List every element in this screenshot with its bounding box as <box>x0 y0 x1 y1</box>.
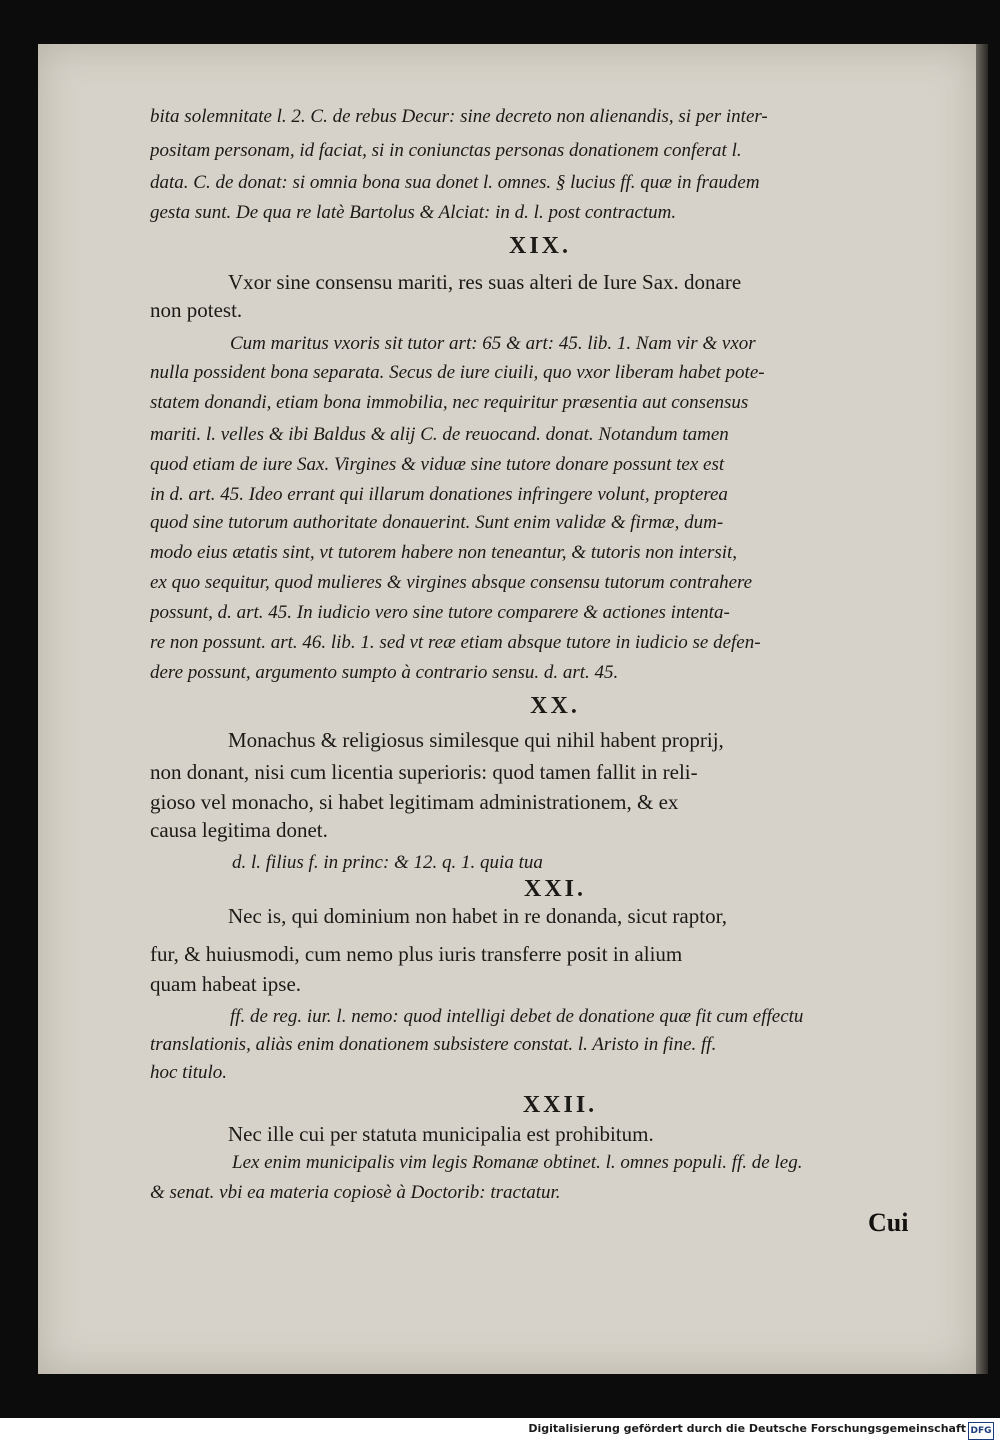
text-line: Lex enim municipalis vim legis Romanæ obtinet. l. omnes populi. ff. de leg. <box>232 1152 803 1173</box>
section-heading: XIX. <box>508 233 571 259</box>
text-line: statem donandi, etiam bona immobilia, nec requiritur præsentia aut consensus <box>150 392 749 413</box>
text-line: non donant, nisi cum licentia superioris: quod tamen fallit in reli- <box>150 760 698 784</box>
page-edge <box>976 44 988 1374</box>
catchword: Cui <box>868 1208 909 1237</box>
text-line: & senat. vbi ea materia copiosè à Doctorib: tractatur. <box>150 1182 561 1203</box>
text-line: possunt, d. art. 45. In iudicio vero sine tutore comparere & actiones intenta- <box>150 602 730 623</box>
text-line: d. l. filius f. in princ: & 12. q. 1. quia tua <box>232 852 543 873</box>
funding-note: Digitalisierung gefördert durch die Deutsche Forschungsgemeinschaft <box>528 1422 966 1435</box>
text-line: quod etiam de iure Sax. Virgines & viduæ sine tutore donare possunt tex est <box>150 454 725 475</box>
text-line: Nec ille cui per statuta municipalia est prohibitum. <box>228 1122 654 1146</box>
section-heading: XXII. <box>522 1092 598 1118</box>
text-line: Cum maritus vxoris sit tutor art: 65 & art: 45. lib. 1. Nam vir & vxor <box>230 333 756 354</box>
text-line: fur, & huiusmodi, cum nemo plus iuris transferre posit in alium <box>150 942 683 966</box>
text-line: nulla possident bona separata. Secus de iure ciuili, quo vxor liberam habet pote- <box>150 362 765 383</box>
text-line: quam habeat ipse. <box>150 972 302 996</box>
text-line: non potest. <box>150 298 243 322</box>
text-line: Vxor sine consensu mariti, res suas alteri de Iure Sax. donare <box>228 270 742 294</box>
text-line: ex quo sequitur, quod mulieres & virgines absque consensu tutorum contrahere <box>150 572 753 593</box>
text-line: in d. art. 45. Ideo errant qui illarum donationes infringere volunt, propterea <box>150 484 728 505</box>
text-line: bita solemnitate l. 2. C. de rebus Decur: sine decreto non alienandis, si per inter- <box>150 106 768 127</box>
text-line: ff. de reg. iur. l. nemo: quod intelligi debet de donatione quæ fit cum effectu <box>230 1006 804 1027</box>
text-line: gioso vel monacho, si habet legitimam administrationem, & ex <box>150 790 679 814</box>
text-line: Nec is, qui dominium non habet in re donanda, sicut raptor, <box>228 904 727 928</box>
text-line: data. C. de donat: si omnia bona sua donet l. omnes. § lucius ff. quæ in fraudem <box>150 172 760 193</box>
text-line: causa legitima donet. <box>150 818 328 842</box>
text-line: positam personam, id faciat, si in coniunctas personas donationem conferat l. <box>150 140 742 161</box>
text-line: mariti. l. velles & ibi Baldus & alij C. de reuocand. donat. Notandum tamen <box>150 424 729 445</box>
section-heading: XXI. <box>523 876 586 902</box>
text-line: Monachus & religiosus similesque qui nihil habent proprij, <box>228 728 724 752</box>
dfg-logo-icon: DFG <box>968 1422 994 1440</box>
footer-bar <box>0 1418 1000 1443</box>
section-heading: XX. <box>530 693 580 719</box>
text-line: gesta sunt. De qua re latè Bartolus & Alciat: in d. l. post contractum. <box>150 202 677 223</box>
text-line: translationis, aliàs enim donationem subsistere constat. l. Aristo in fine. ff. <box>150 1034 717 1055</box>
text-line: hoc titulo. <box>150 1062 228 1083</box>
text-line: re non possunt. art. 46. lib. 1. sed vt reæ etiam absque tutore in iudicio se defen- <box>150 632 761 653</box>
text-line: quod sine tutorum authoritate donauerint. Sunt enim validæ & firmæ, dum- <box>150 512 724 533</box>
text-line: modo eius ætatis sint, vt tutorem habere non teneantur, & tutoris non intersit, <box>150 542 738 563</box>
text-line: dere possunt, argumento sumpto à contrario sensu. d. art. 45. <box>150 662 619 683</box>
